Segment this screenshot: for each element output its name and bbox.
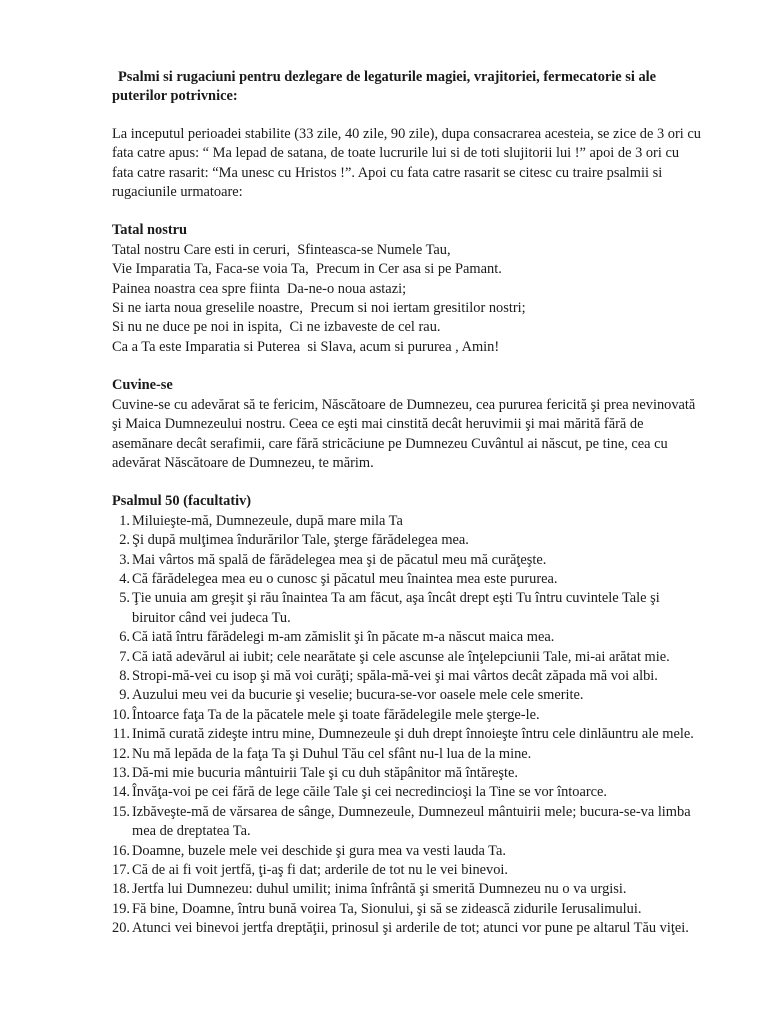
verse-number: 13.: [112, 765, 130, 781]
tatal-nostru-heading: Tatal nostru: [112, 222, 188, 239]
psalm-50-verse-list: [112, 512, 702, 939]
verse-number: 11.: [112, 726, 130, 743]
prayer-line: Si ne iarta noua greselile noastre, Precum si noi iertam gresitilor nostri;: [112, 300, 526, 317]
psalm-verse: [112, 725, 702, 744]
psalm-verse: [112, 900, 702, 919]
verse-text: Ţie unuia am greşit şi rău înaintea Ta am făcut, aşa încât drept eşti Tu întru cuvintele Tale şi biruitor când vei judeca Tu.: [132, 590, 660, 626]
verse-number: 3.: [119, 551, 130, 568]
verse-text: Că iată adevărul ai iubit; cele nearătate şi cele ascunse ale înţelepciunii Tale, mi-ai arătat mie.: [132, 648, 670, 665]
verse-text: Izbăveşte-mă de vărsarea de sânge, Dumnezeule, Dumnezeul mântuirii mele; bucura-se-va limba mea de dreptatea Ta.: [132, 803, 691, 840]
verse-number: 8.: [119, 667, 130, 684]
psalm-verse: [112, 531, 702, 550]
psalm-verse: [112, 745, 702, 764]
verse-text: Stropi-mă-vei cu isop şi mă voi curăţi; spăla-mă-vei şi mai vârtos decât zăpada mă voi albi.: [132, 667, 658, 684]
verse-number: 12.: [112, 745, 130, 762]
prayer-line: Ca a Ta este Imparatia si Puterea si Slava, acum si pururea , Amin!: [112, 338, 500, 355]
verse-number: 6.: [119, 629, 130, 646]
psalm-verse: [112, 589, 702, 628]
verse-text: Întoarce faţa Ta de la păcatele mele şi toate fărădelegile mele şterge-le.: [132, 706, 540, 723]
verse-number: 17.: [112, 862, 130, 879]
verse-number: 10.: [112, 706, 130, 723]
psalm-verse: [112, 919, 702, 938]
prayer-line: Tatal nostru Care esti in ceruri, Sfinteasca-se Numele Tau,: [112, 241, 451, 258]
verse-number: 9.: [119, 687, 130, 704]
verse-text: Că fărădelegea mea eu o cunosc şi păcatul meu înaintea mea este pururea.: [132, 570, 558, 587]
verse-text: Doamne, buzele mele vei deschide şi gura mea va vesti lauda Ta.: [132, 842, 506, 859]
psalm-verse: [112, 648, 702, 667]
verse-number: 19.: [112, 900, 130, 917]
psalm-verse: [112, 861, 702, 880]
prayer-line: Vie Imparatia Ta, Faca-se voia Ta, Precum in Cer asa si pe Pamant.: [112, 261, 502, 278]
verse-text: Nu mă lepăda de la faţa Ta şi Duhul Tău cel sfânt nu-l lua de la mine.: [132, 745, 532, 762]
psalm-verse: [112, 667, 702, 686]
verse-number: 20.: [112, 920, 130, 937]
psalm-verse: [112, 570, 702, 589]
verse-text: Că de ai fi voit jertfă, ţi-aş fi dat; arderile de tot nu le vei binevoi.: [132, 862, 509, 879]
verse-text: Inimă curată zideşte intru mine, Dumnezeule şi duh drept înnoieşte întru cele dinlăuntru ale mele.: [132, 726, 694, 743]
verse-number: 7.: [119, 648, 130, 665]
psalm-50-heading: Psalmul 50 (facultativ): [112, 493, 252, 510]
verse-text: Fă bine, Doamne, întru bună voirea Ta, Sionului, şi să se zidească zidurile Ierusalimului.: [132, 900, 642, 917]
verse-number: 14.: [112, 784, 130, 801]
psalm-verse: [112, 880, 702, 899]
verse-text: Jertfa lui Dumnezeu: duhul umilit; inima înfrântă şi smerită Dumnezeu nu o va urgisi.: [132, 881, 627, 898]
prayer-line: Si nu ne duce pe noi in ispita, Ci ne izbaveste de cel rau.: [112, 319, 441, 336]
prayer-line: Painea noastra cea spre fiinta Da-ne-o noua astazi;: [112, 280, 407, 297]
verse-text: Mai vârtos mă spală de fărădelegea mea şi de păcatul meu mă curăţeşte.: [132, 551, 547, 568]
verse-text: Auzului meu vei da bucurie şi veselie; bucura-se-vor oasele mele cele smerite.: [132, 687, 584, 704]
verse-text: Că iată întru fărădelegi m-am zămislit şi în păcate m-a născut maica mea.: [132, 629, 555, 646]
psalm-verse: [112, 686, 702, 705]
psalm-verse: [112, 764, 702, 783]
verse-text: Atunci vei binevoi jertfa dreptăţii, prinosul şi arderile de tot; atunci vor pune pe altarul Tău viţei.: [132, 920, 689, 937]
verse-text: Şi după mulţimea îndurărilor Tale, şterge fărădelegea mea.: [132, 532, 469, 549]
psalm-verse: [112, 842, 702, 861]
verse-number: 1.: [119, 512, 130, 529]
psalm-verse: [112, 512, 702, 531]
psalm-verse: [112, 783, 702, 802]
psalm-verse: [112, 803, 702, 842]
verse-number: 4.: [119, 570, 130, 587]
intro-paragraph: La inceputul perioadei stabilite (33 zile, 40 zile, 90 zile), dupa consacrarea acesteia, se zice de 3 ori cu fata catre apus: “ Ma lepad de satana, de toate lucrurile lui si de toti slujitorii lui !” apoi de 3 ori cu fata catre rasarit: “Ma unesc cu Hristos !”. Apoi cu fata catre rasarit se citesc cu traire psalmii si rugaciunile urmatoare:: [112, 125, 701, 201]
verse-number: 16.: [112, 842, 130, 859]
verse-number: 18.: [112, 881, 130, 898]
cuvine-se-text: Cuvine-se cu adevărat să te fericim, Născătoare de Dumnezeu, cea pururea fericită şi prea nevinovată şi Maica Dumnezeului nostru. Ceea ce eşti mai cinstită decât heruvimii şi mai mărită fără de asemănare decât serafimii, care fără stricăciune pe Dumnezeu Cuvântul ai născut, pe tine, cea cu adevărat Născătoare de Dumnezeu, te mărim.: [112, 396, 696, 471]
verse-number: 15.: [112, 803, 130, 820]
tatal-nostru-text: [112, 241, 702, 357]
cuvine-se-heading: Cuvine-se: [112, 377, 173, 394]
document-page: [112, 68, 702, 939]
verse-text: Miluieşte-mă, Dumnezeule, după mare mila Ta: [132, 512, 403, 529]
document-title: Psalmi si rugaciuni pentru dezlegare de legaturile magiei, vrajitoriei, fermecatorie si ale puterilor potrivnice:: [112, 69, 657, 105]
psalm-verse: [112, 628, 702, 647]
psalm-verse: [112, 706, 702, 725]
psalm-verse: [112, 551, 702, 570]
verse-text: Învăţa-voi pe cei fără de lege căile Tale şi cei necredincioşi la Tine se vor întoarce.: [132, 784, 608, 801]
verse-text: Dă-mi mie bucuria mântuirii Tale şi cu duh stăpânitor mă întăreşte.: [132, 765, 518, 781]
verse-number: 2.: [119, 532, 130, 549]
verse-number: 5.: [119, 590, 130, 607]
